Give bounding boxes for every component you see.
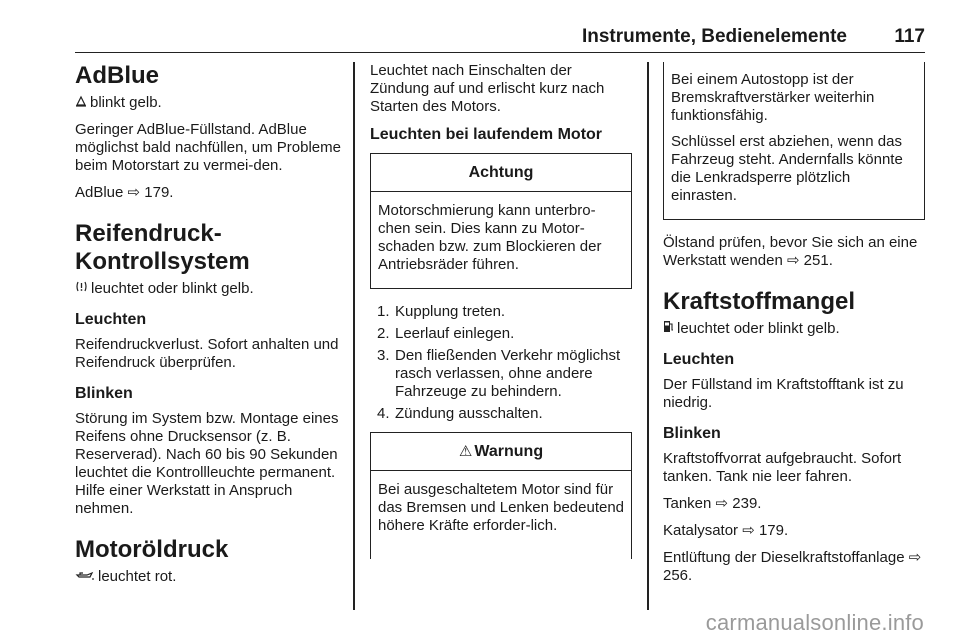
running-engine-heading: Leuchten bei laufendem Motor	[370, 126, 603, 143]
adblue-heading: AdBlue	[75, 62, 159, 89]
refuel-reference: Tanken ⇨ 239.	[663, 495, 762, 512]
fuel-heading: Kraftstoffmangel	[663, 288, 856, 315]
fuel-blink-text: Kraftstoffvorrat aufgebraucht. Sofort tanken. Tank nie leer fahren.	[663, 450, 902, 485]
warning-text: Bei ausgeschaltetem Motor sind für das Bremsen und Lenken bedeutend höhere Kräfte erforder-lich.	[378, 481, 625, 534]
column-divider-2	[647, 62, 649, 610]
tire-lit-heading: Leuchten	[75, 311, 147, 328]
list-item: 4. Zündung ausschalten.	[377, 405, 543, 422]
fuel-pump-icon	[663, 320, 674, 338]
adblue-status-line	[75, 94, 343, 112]
tire-status-line	[75, 280, 343, 298]
warning-title: Warnung	[474, 443, 544, 460]
warning-box-continued	[663, 62, 925, 220]
watermark: carmanualsonline.info	[705, 610, 924, 635]
page-number: 117	[894, 26, 925, 47]
column-divider-1	[353, 62, 355, 610]
bleed-reference: Entlüftung der Dieselkraftstoffanlage ⇨ 256.	[663, 549, 922, 584]
fuel-blink-heading: Blinken	[663, 425, 721, 442]
list-item: 1. Kupplung treten.	[377, 303, 506, 320]
oil-can-icon	[75, 568, 95, 586]
oil-status: leuchtet rot.	[98, 568, 177, 585]
adblue-reference: AdBlue ⇨ 179.	[75, 184, 174, 201]
oil-intro-text: Leuchtet nach Einschalten der Zündung auf und erlischt kurz nach Starten des Motors.	[370, 62, 605, 115]
adblue-text: Geringer AdBlue-Füllstand. AdBlue möglichst bald nachfüllen, um Probleme beim Motorstart zu vermei-den.	[75, 121, 341, 174]
fuel-lit-heading: Leuchten	[663, 351, 735, 368]
warning-title-bar	[371, 433, 631, 471]
tire-pressure-icon	[75, 280, 88, 298]
caution-text: Motorschmierung kann unterbro-chen sein. Dies kann zu Motor-schaden bzw. zum Blockieren der Antriebsräder führen.	[378, 202, 602, 273]
column-3	[663, 62, 925, 594]
oil-pressure-heading: Motoröldruck	[75, 536, 229, 563]
warning-triangle-icon: ⚠	[458, 443, 473, 460]
adblue-status: blinkt gelb.	[90, 94, 162, 111]
adblue-icon	[75, 94, 87, 112]
oil-check-text: Ölstand prüfen, bevor Sie sich an eine Werkstatt wenden ⇨ 251.	[663, 234, 918, 269]
tire-blink-heading: Blinken	[75, 385, 133, 402]
tire-pressure-heading: Reifendruck-Kontrollsystem	[75, 220, 250, 275]
tire-lit-text: Reifendruckverlust. Sofort anhalten und Reifendruck überprüfen.	[75, 336, 339, 371]
list-item: 3. Den fließenden Verkehr möglichst rasch verlassen, ohne andere Fahrzeuge zu behindern.	[377, 347, 621, 400]
fuel-status-line	[663, 320, 925, 338]
list-item: 2. Leerlauf einlegen.	[377, 325, 515, 342]
warning-continued-text-1: Bei einem Autostopp ist der Bremskraftverstärker weiterhin funktionsfähig.	[671, 71, 875, 124]
fuel-status: leuchtet oder blinkt gelb.	[677, 320, 840, 337]
caution-box	[370, 153, 632, 289]
catalyst-reference: Katalysator ⇨ 179.	[663, 522, 789, 539]
warning-box	[370, 432, 632, 559]
caution-title: Achtung	[371, 154, 631, 192]
oil-status-line	[75, 568, 343, 586]
tire-status: leuchtet oder blinkt gelb.	[91, 280, 254, 297]
column-1	[75, 62, 343, 595]
page-header	[75, 18, 925, 53]
steps-list	[370, 303, 632, 423]
warning-continued-text-2: Schlüssel erst abziehen, wenn das Fahrzeug steht. Andernfalls könnte die Lenkradsperre plötzlich einrasten.	[671, 133, 903, 204]
section-title: Instrumente, Bedienelemente	[581, 26, 847, 47]
fuel-lit-text: Der Füllstand im Kraftstofftank ist zu niedrig.	[663, 376, 904, 411]
tire-blink-text: Störung im System bzw. Montage eines Reifens ohne Drucksensor (z. B. Reserverad). Nach 60 bis 90 Sekunden leuchtet die Kontrollleuchte permanent. Hilfe einer Werkstatt in Anspruch nehmen.	[75, 410, 339, 517]
column-2	[370, 62, 632, 573]
